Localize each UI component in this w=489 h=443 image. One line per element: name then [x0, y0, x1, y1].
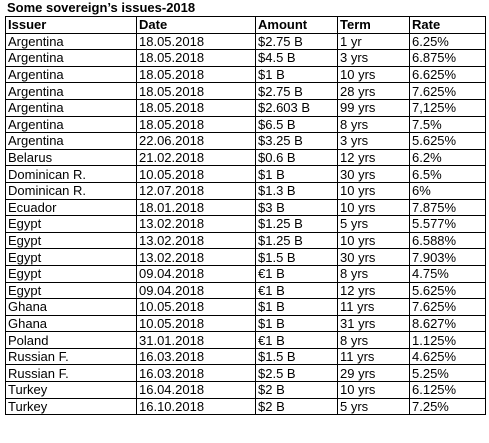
table-row	[6, 282, 486, 299]
cell-amount: $6.5 B	[256, 116, 338, 133]
cell-rate: 5.577%	[410, 216, 486, 233]
cell-rate: 6.2%	[410, 149, 486, 166]
table-row	[6, 299, 486, 316]
cell-term: 10 yrs	[338, 66, 410, 83]
cell-issuer: Russian F.	[6, 365, 137, 382]
cell-issuer: Argentina	[6, 99, 137, 116]
cell-date: 18.05.2018	[137, 99, 256, 116]
cell-term: 10 yrs	[338, 199, 410, 216]
cell-issuer: Dominican R.	[6, 182, 137, 199]
cell-issuer: Russian F.	[6, 348, 137, 365]
cell-rate: 5.25%	[410, 365, 486, 382]
cell-amount: $1.5 B	[256, 249, 338, 266]
cell-term: 8 yrs	[338, 116, 410, 133]
cell-rate: 6.125%	[410, 382, 486, 399]
document-title: Some sovereign’s issues-2018	[7, 0, 196, 15]
cell-term: 10 yrs	[338, 232, 410, 249]
cell-issuer: Turkey	[6, 398, 137, 415]
cell-date: 18.05.2018	[137, 83, 256, 100]
cell-date: 09.04.2018	[137, 265, 256, 282]
cell-date: 10.05.2018	[137, 166, 256, 183]
cell-issuer: Ecuador	[6, 199, 137, 216]
cell-issuer: Poland	[6, 332, 137, 349]
cell-rate: 7.25%	[410, 398, 486, 415]
cell-amount: $3 B	[256, 199, 338, 216]
cell-date: 18.05.2018	[137, 33, 256, 50]
cell-amount: $3.25 B	[256, 133, 338, 150]
column-header-rate: Rate	[410, 17, 486, 34]
cell-issuer: Egypt	[6, 216, 137, 233]
cell-rate: 4.75%	[410, 265, 486, 282]
cell-date: 09.04.2018	[137, 282, 256, 299]
cell-amount: $1.25 B	[256, 216, 338, 233]
cell-date: 22.06.2018	[137, 133, 256, 150]
cell-date: 10.05.2018	[137, 315, 256, 332]
cell-date: 31.01.2018	[137, 332, 256, 349]
cell-amount: $1 B	[256, 299, 338, 316]
table-body	[6, 33, 486, 415]
cell-rate: 7.5%	[410, 116, 486, 133]
table-row	[6, 66, 486, 83]
cell-date: 13.02.2018	[137, 232, 256, 249]
table-row	[6, 33, 486, 50]
column-header-amount: Amount	[256, 17, 338, 34]
cell-term: 3 yrs	[338, 50, 410, 67]
cell-issuer: Dominican R.	[6, 166, 137, 183]
cell-term: 12 yrs	[338, 149, 410, 166]
cell-rate: 7.625%	[410, 83, 486, 100]
cell-term: 11 yrs	[338, 299, 410, 316]
cell-rate: 7.875%	[410, 199, 486, 216]
cell-date: 18.05.2018	[137, 66, 256, 83]
cell-term: 30 yrs	[338, 249, 410, 266]
cell-amount: $1.5 B	[256, 348, 338, 365]
cell-rate: 7,125%	[410, 99, 486, 116]
table-row	[6, 216, 486, 233]
column-header-date: Date	[137, 17, 256, 34]
cell-date: 18.05.2018	[137, 116, 256, 133]
table-row	[6, 182, 486, 199]
cell-term: 31 yrs	[338, 315, 410, 332]
cell-rate: 7.625%	[410, 299, 486, 316]
cell-term: 28 yrs	[338, 83, 410, 100]
cell-amount: $2.75 B	[256, 33, 338, 50]
cell-amount: $2 B	[256, 398, 338, 415]
cell-amount: €1 B	[256, 332, 338, 349]
cell-issuer: Egypt	[6, 232, 137, 249]
cell-date: 16.03.2018	[137, 348, 256, 365]
table-row	[6, 365, 486, 382]
cell-rate: 6.588%	[410, 232, 486, 249]
cell-rate: 5.625%	[410, 282, 486, 299]
table-row	[6, 232, 486, 249]
cell-rate: 5.625%	[410, 133, 486, 150]
cell-issuer: Egypt	[6, 282, 137, 299]
cell-amount: $1 B	[256, 66, 338, 83]
cell-date: 21.02.2018	[137, 149, 256, 166]
cell-term: 10 yrs	[338, 382, 410, 399]
column-header-issuer: Issuer	[6, 17, 137, 34]
table-row	[6, 116, 486, 133]
cell-term: 99 yrs	[338, 99, 410, 116]
table-row	[6, 332, 486, 349]
cell-rate: 7.903%	[410, 249, 486, 266]
cell-amount: $4.5 B	[256, 50, 338, 67]
table-row	[6, 249, 486, 266]
cell-date: 16.03.2018	[137, 365, 256, 382]
cell-date: 18.05.2018	[137, 50, 256, 67]
cell-term: 8 yrs	[338, 265, 410, 282]
cell-issuer: Argentina	[6, 66, 137, 83]
cell-amount: $1 B	[256, 166, 338, 183]
cell-term: 5 yrs	[338, 398, 410, 415]
sovereign-issues-table	[5, 16, 486, 415]
table-row	[6, 398, 486, 415]
table-header-row	[6, 17, 486, 34]
cell-issuer: Argentina	[6, 50, 137, 67]
cell-date: 12.07.2018	[137, 182, 256, 199]
table-row	[6, 50, 486, 67]
cell-date: 10.05.2018	[137, 299, 256, 316]
cell-rate: 6.5%	[410, 166, 486, 183]
cell-issuer: Egypt	[6, 249, 137, 266]
table-row	[6, 382, 486, 399]
cell-amount: €1 B	[256, 282, 338, 299]
cell-amount: $2.75 B	[256, 83, 338, 100]
table-row	[6, 315, 486, 332]
cell-issuer: Turkey	[6, 382, 137, 399]
cell-amount: $2 B	[256, 382, 338, 399]
cell-issuer: Belarus	[6, 149, 137, 166]
cell-date: 13.02.2018	[137, 216, 256, 233]
cell-issuer: Argentina	[6, 133, 137, 150]
cell-term: 11 yrs	[338, 348, 410, 365]
cell-rate: 6.25%	[410, 33, 486, 50]
cell-rate: 6%	[410, 182, 486, 199]
table-row	[6, 83, 486, 100]
cell-issuer: Argentina	[6, 83, 137, 100]
cell-date: 16.10.2018	[137, 398, 256, 415]
cell-rate: 4.625%	[410, 348, 486, 365]
cell-term: 12 yrs	[338, 282, 410, 299]
cell-term: 10 yrs	[338, 182, 410, 199]
cell-amount: $2.5 B	[256, 365, 338, 382]
table-row	[6, 348, 486, 365]
cell-issuer: Ghana	[6, 315, 137, 332]
table-row	[6, 199, 486, 216]
table-row	[6, 149, 486, 166]
cell-term: 3 yrs	[338, 133, 410, 150]
cell-issuer: Egypt	[6, 265, 137, 282]
cell-issuer: Ghana	[6, 299, 137, 316]
table-row	[6, 265, 486, 282]
cell-rate: 1.125%	[410, 332, 486, 349]
cell-date: 16.04.2018	[137, 382, 256, 399]
cell-amount: €1 B	[256, 265, 338, 282]
cell-amount: $1.3 B	[256, 182, 338, 199]
table-row	[6, 99, 486, 116]
cell-date: 13.02.2018	[137, 249, 256, 266]
cell-term: 5 yrs	[338, 216, 410, 233]
cell-amount: $1.25 B	[256, 232, 338, 249]
cell-amount: $0.6 B	[256, 149, 338, 166]
cell-term: 1 yr	[338, 33, 410, 50]
cell-rate: 6.875%	[410, 50, 486, 67]
cell-rate: 8.627%	[410, 315, 486, 332]
cell-issuer: Argentina	[6, 33, 137, 50]
column-header-term: Term	[338, 17, 410, 34]
cell-issuer: Argentina	[6, 116, 137, 133]
cell-date: 18.01.2018	[137, 199, 256, 216]
cell-term: 30 yrs	[338, 166, 410, 183]
cell-amount: $1 B	[256, 315, 338, 332]
table-row	[6, 133, 486, 150]
cell-term: 8 yrs	[338, 332, 410, 349]
cell-amount: $2.603 B	[256, 99, 338, 116]
table-row	[6, 166, 486, 183]
cell-term: 29 yrs	[338, 365, 410, 382]
cell-rate: 6.625%	[410, 66, 486, 83]
